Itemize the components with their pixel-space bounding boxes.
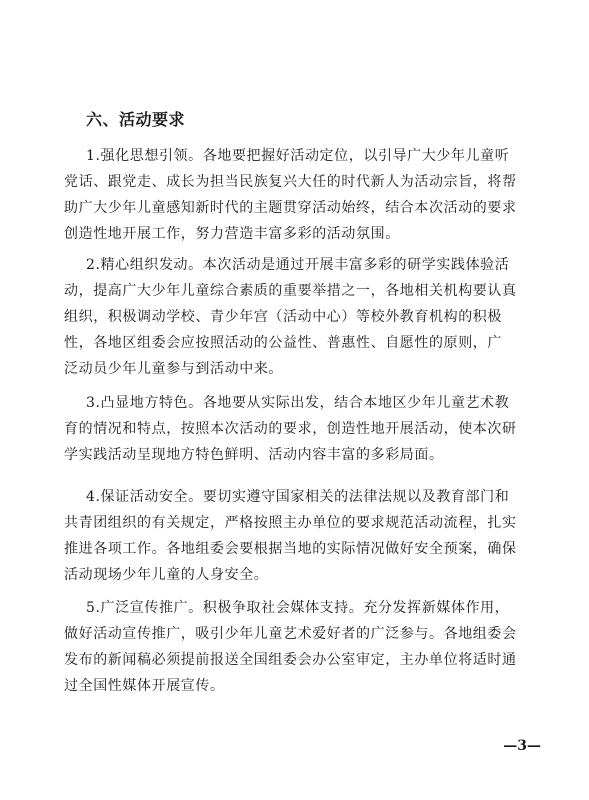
paragraph-line: 4.保证活动安全。要切实遵守国家相关的法律法规以及教育部门和 — [86, 489, 510, 505]
paragraph-line: 党话、跟党走、成长为担当民族复兴大任的时代新人为活动宗旨，将帮 — [64, 174, 517, 190]
paragraph-line: 推进各项工作。各地组委会要根据当地的实际情况做好安全预案，确保 — [64, 541, 517, 557]
paragraph-line: 组织，积极调动学校、青少年宫（活动中心）等校外教育机构的积极 — [64, 309, 502, 325]
paragraph-line: 活动现场少年儿童的人身安全。 — [64, 567, 269, 583]
paragraph-safety — [64, 484, 517, 588]
paragraph-line: 育的情况和特点，按照本次活动的要求，创造性地开展活动，使本次研 — [64, 421, 517, 437]
paragraph-line: 发布的新闻稿必须提前报送全国组委会办公室审定，主办单位将适时通 — [64, 652, 517, 668]
paragraph-thought-guidance — [64, 143, 517, 247]
section-heading: 六、活动要求 — [86, 110, 186, 129]
paragraph-line: 泛动员少年儿童参与到活动中来。 — [64, 361, 283, 377]
paragraph-publicity — [64, 595, 517, 699]
page-number: —3— — [503, 738, 541, 754]
paragraph-line: 5.广泛宣传推广。积极争取社会媒体支持。充分发挥新媒体作用， — [86, 600, 510, 616]
paragraph-line: 1.强化思想引领。各地要把握好活动定位，以引导广大少年儿童听 — [86, 148, 510, 164]
paragraph-local-features — [64, 390, 517, 468]
paragraph-line: 创造性地开展工作，努力营造丰富多彩的活动氛围。 — [64, 226, 400, 242]
paragraph-line: 做好活动宣传推广，吸引少年儿童艺术爱好者的广泛参与。各地组委会 — [64, 626, 517, 642]
paragraph-line: 过全国性媒体开展宣传。 — [64, 678, 225, 694]
paragraph-line: 助广大少年儿童感知新时代的主题贯穿活动始终，结合本次活动的要求 — [64, 200, 517, 216]
paragraph-line: 2.精心组织发动。本次活动是通过开展丰富多彩的研学实践体验活 — [86, 257, 510, 273]
paragraph-line: 共青团组织的有关规定，严格按照主办单位的要求规范活动流程，扎实 — [64, 515, 517, 531]
paragraph-organization — [64, 252, 517, 382]
paragraph-line: 3.凸显地方特色。各地要从实际出发，结合本地区少年儿童艺术教 — [86, 395, 510, 411]
paragraph-line: 动，提高广大少年儿童综合素质的重要举措之一，各地相关机构要认真 — [64, 283, 517, 299]
paragraph-line: 学实践活动呈现地方特色鲜明、活动内容丰富的多彩局面。 — [64, 447, 444, 463]
paragraph-line: 性，各地区组委会应按照活动的公益性、普惠性、自愿性的原则，广 — [64, 335, 502, 351]
